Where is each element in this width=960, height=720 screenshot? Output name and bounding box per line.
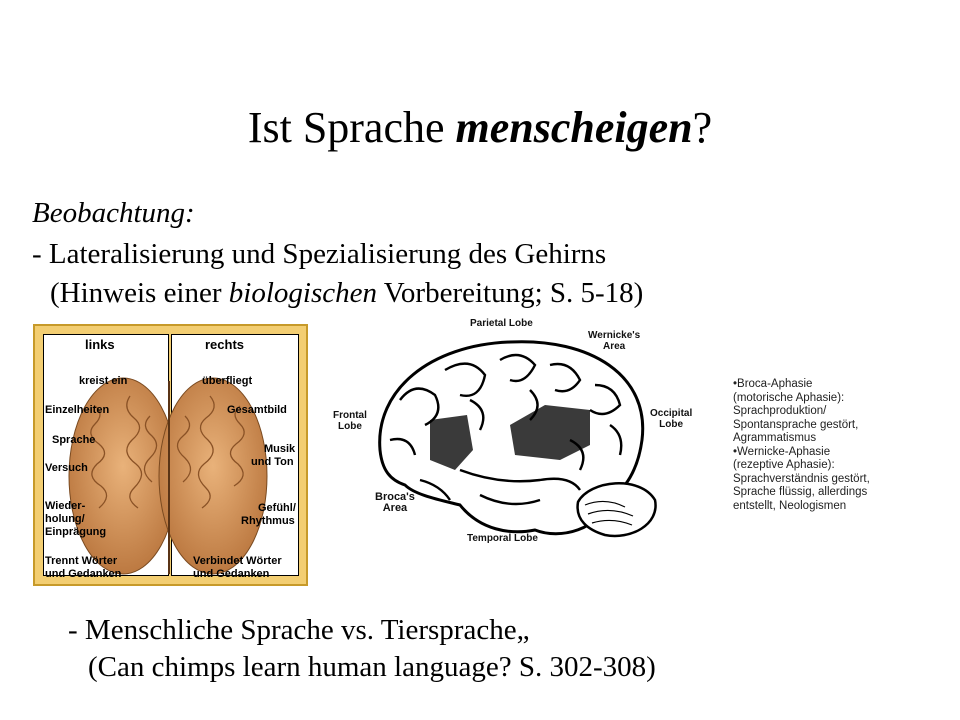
aphasia-line: •Wernicke-Aphasie — [733, 445, 831, 458]
temporal-lobe-label: Temporal Lobe — [467, 533, 538, 544]
broca-area-label: Broca's Area — [375, 491, 415, 514]
parietal-lobe-label: Parietal Lobe — [470, 318, 533, 329]
right-item: Verbindet Wörter — [193, 555, 282, 567]
aphasia-line: Sprache flüssig, allerdings — [733, 486, 868, 498]
right-header: rechts — [205, 337, 245, 352]
left-item: und Gedanken — [45, 568, 122, 580]
frontal-lobe-label: Frontal Lobe — [333, 410, 367, 432]
left-item: Versuch — [45, 462, 88, 474]
brain-side-view-image — [360, 330, 720, 555]
aphasia-notes — [733, 378, 870, 513]
left-header: links — [85, 337, 115, 352]
slide-title — [0, 100, 960, 156]
left-item: Trennt Wörter — [45, 555, 118, 567]
aphasia-line: Sprachproduktion/ — [733, 405, 827, 417]
occipital-lobe-label: Occipital Lobe — [650, 408, 693, 430]
left-item: Einzelheiten — [45, 404, 110, 416]
hemisphere-diagram — [33, 324, 308, 586]
left-item: Wieder- — [45, 500, 86, 512]
left-item: Sprache — [52, 434, 96, 446]
point-animal-language: - Menschliche Sprache vs. Tiersprache„ — [68, 614, 530, 646]
wernicke-area-label: Wernicke's Area — [588, 330, 641, 352]
right-item: überfliegt — [202, 375, 253, 387]
left-item: holung/ — [45, 513, 85, 525]
aphasia-line: Sprachverständnis gestört, — [733, 472, 870, 485]
aphasia-line: (motorische Aphasie): — [733, 391, 845, 404]
point-lateralization: - Lateralisierung und Spezialisierung des Gehirns — [32, 238, 607, 270]
aphasia-line: Agrammatismus — [733, 432, 817, 444]
brain-top-view-image — [35, 326, 306, 584]
right-item: Gesamtbild — [227, 404, 287, 416]
title-emphasis: menscheigen — [455, 103, 693, 152]
aphasia-line: Spontansprache gestört, — [733, 418, 859, 431]
title-prefix: Ist Sprache — [247, 103, 456, 152]
point-animal-language-reference: (Can chimps learn human language? S. 302-308) — [88, 651, 656, 683]
point-lateralization-reference: (Hinweis einer biologischen Vorbereitung; S. 5-18) — [50, 277, 644, 309]
right-item: und Gedanken — [193, 568, 270, 580]
aphasia-line: •Broca-Aphasie — [733, 378, 813, 390]
right-item: Rhythmus — [241, 515, 295, 527]
left-item: Einprägung — [45, 526, 107, 538]
observation-heading: Beobachtung: — [32, 197, 195, 229]
left-item: kreist ein — [79, 375, 128, 387]
right-item: Musik — [264, 443, 296, 455]
aphasia-line: (rezeptive Aphasie): — [733, 459, 835, 471]
right-item: und Ton — [251, 456, 294, 468]
right-item: Gefühl/ — [258, 502, 296, 514]
aphasia-line: entstellt, Neologismen — [733, 499, 847, 512]
title-suffix: ? — [692, 103, 713, 152]
